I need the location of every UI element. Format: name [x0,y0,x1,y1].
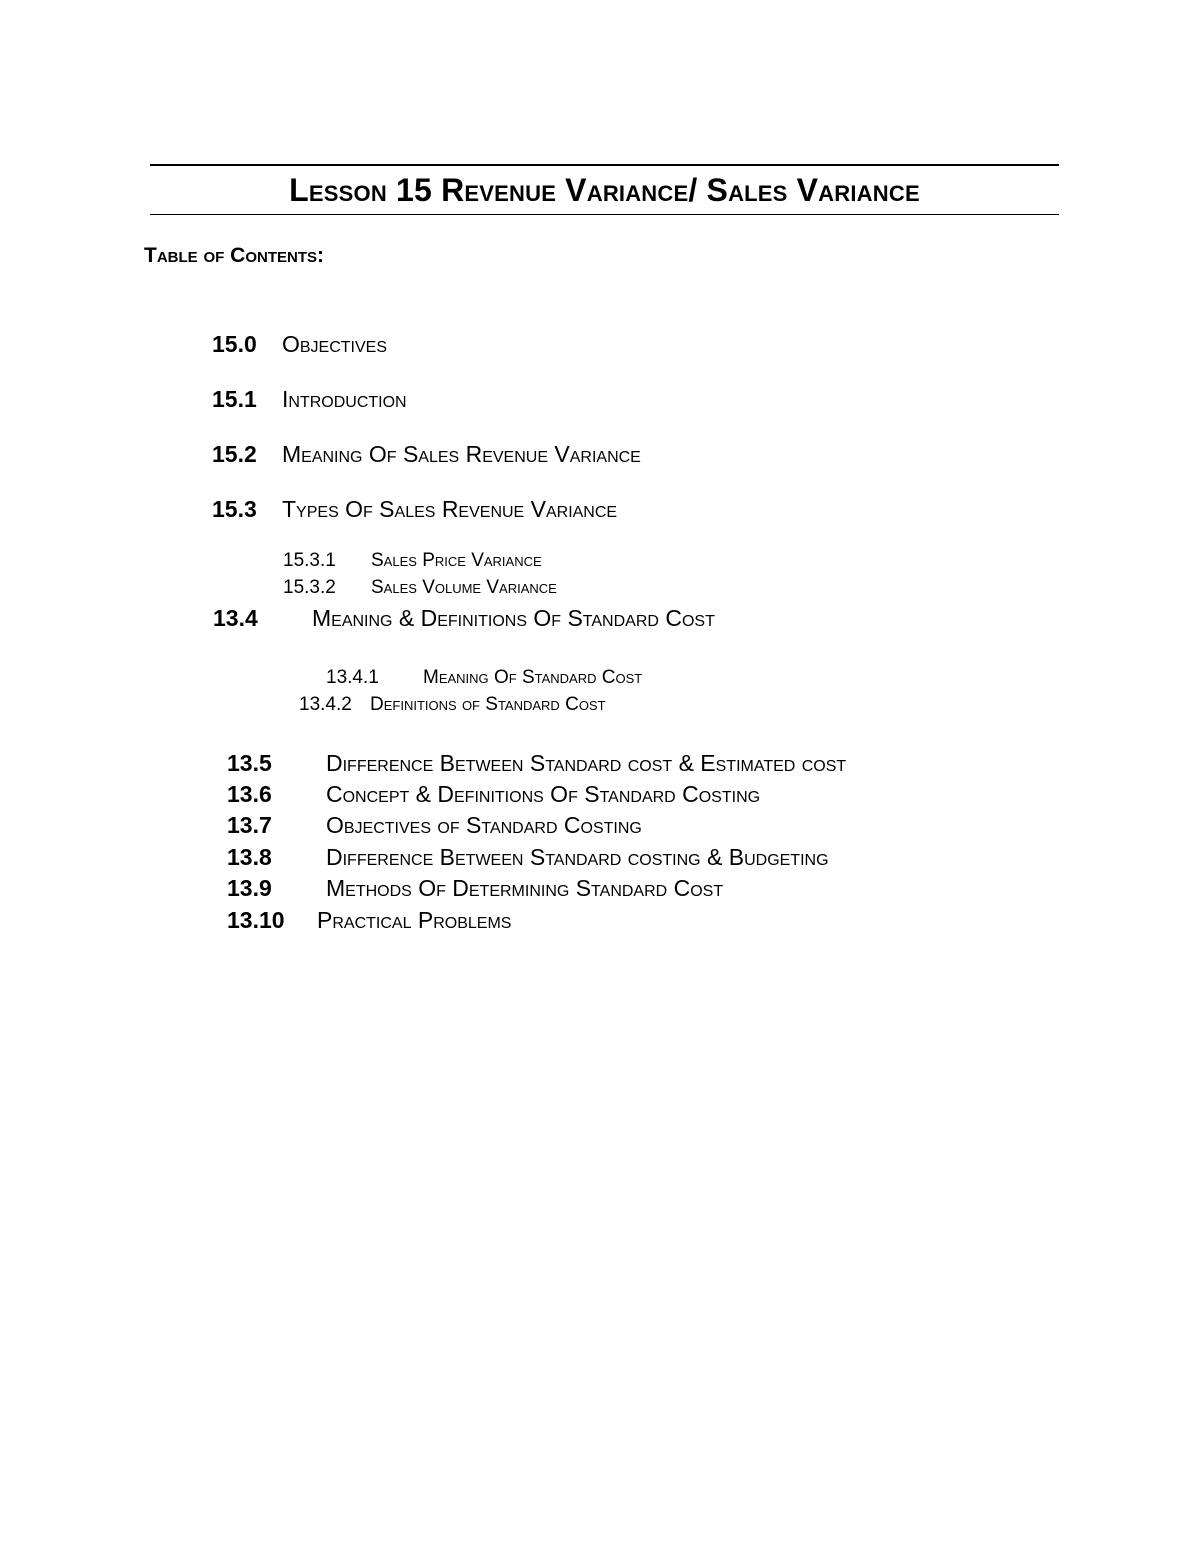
toc-entry-number: 13.6 [227,781,272,807]
toc-entry-label: Objectives of Standard Costing [326,812,642,838]
toc-entry-number: 13.4.2 [299,694,352,715]
toc-entry-label: Methods Of Determining Standard Cost [326,875,724,901]
toc-entry-label: Meaning Of Sales Revenue Variance [282,441,641,467]
toc-entry-label: Concept & Definitions Of Standard Costing [326,781,761,807]
title-bottom-rule [150,214,1059,215]
title-top-rule [150,164,1059,166]
toc-entry-number: 13.10 [227,907,285,933]
toc-entry-number: 15.2 [212,441,257,467]
toc-entry-number: 15.3.1 [283,550,336,571]
toc-entry-number: 15.0 [212,331,257,357]
toc-entry-number: 13.4.1 [326,667,379,688]
toc-entry-label: Meaning & Definitions Of Standard Cost [312,605,715,631]
toc-entry-number: 13.7 [227,812,272,838]
toc-entry-number: 13.5 [227,750,272,776]
lesson-title: Lesson 15 Revenue Variance/ Sales Variance [289,172,920,208]
toc-entry-label: Sales Price Variance [371,550,542,571]
toc-entry-number: 13.9 [227,875,272,901]
toc-heading: Table of Contents: [144,244,324,267]
toc-entry-label: Sales Volume Variance [371,577,557,598]
toc-entry-number: 15.1 [212,386,257,412]
toc-entry-label: Meaning Of Standard Cost [423,667,643,688]
toc-entry-number: 15.3 [212,496,257,522]
toc-entry-number: 13.8 [227,844,272,870]
toc-entry-label: Objectives [282,331,388,357]
toc-entry-label: Introduction [282,386,407,412]
toc-entry-label: Difference Between Standard cost & Estimated cost [326,750,847,776]
toc-entry-label: Types Of Sales Revenue Variance [282,496,618,522]
toc-entry-number: 13.4 [213,605,258,631]
toc-entry-label: Definitions of Standard Cost [370,694,606,715]
toc-entry-number: 15.3.2 [283,577,336,598]
toc-entry-label: Difference Between Standard costing & Budgeting [326,844,829,870]
toc-entry-label: Practical Problems [317,907,512,933]
